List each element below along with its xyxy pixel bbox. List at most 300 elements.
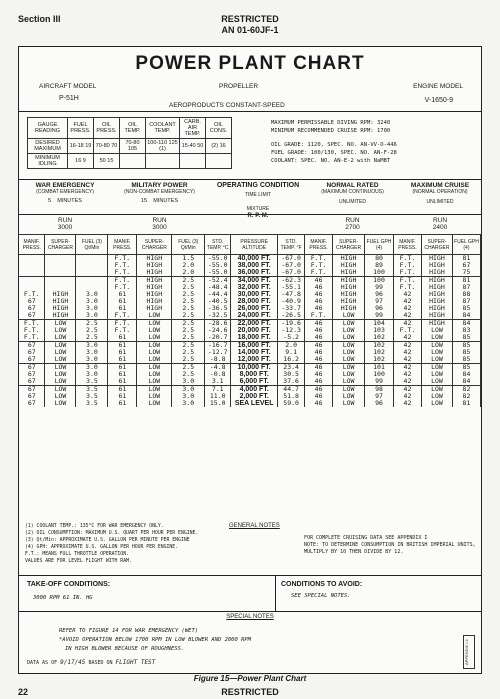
table-cell: LOW (421, 371, 452, 378)
table-cell: 81 (452, 400, 480, 407)
data-date: 9/17/45 (60, 659, 86, 666)
table-cell: 46 (305, 349, 333, 356)
table-cell: 85 (452, 349, 480, 356)
table-cell: LOW (45, 400, 76, 407)
table-cell: -48.4 (205, 284, 231, 291)
gauge-cell: 100-110 125 (1) (147, 140, 178, 152)
min-rpm: MINIMUM RECOMMENDED CRUISE RPM: 1700 (271, 128, 391, 134)
table-cell: HIGH (421, 305, 452, 312)
restricted-top: RESTRICTED (221, 14, 279, 24)
divider (19, 214, 481, 215)
normal-rpm-value: 2700 (345, 224, 360, 231)
table-cell: F.T. (393, 284, 421, 291)
table-cell: 87 (452, 284, 480, 291)
table-cell: 67 (19, 400, 45, 407)
column-header: FUEL (3) Qt/Min (172, 235, 205, 255)
table-cell: 42 (393, 349, 421, 356)
header-restricted (18, 14, 482, 36)
table-cell: 61 (108, 356, 137, 364)
side-stamp: APPENDIX I-1 (463, 635, 475, 669)
column-header: FUEL GPH (4) (365, 235, 394, 255)
war-sub: (COMBAT EMERGENCY) (36, 189, 94, 195)
restricted-bottom: RESTRICTED (221, 687, 279, 697)
table-cell: HIGH (137, 262, 172, 269)
table-cell: 2.5 (172, 364, 205, 372)
column-header: STD. TEMP. °F (278, 235, 305, 255)
table-cell: -12.7 (205, 349, 231, 356)
figure-caption: Figure 15—Power Plant Chart (193, 674, 307, 683)
table-cell: LOW (137, 312, 172, 320)
table-cell: -20.7 (205, 334, 231, 342)
table-cell: -0.8 (205, 371, 231, 378)
table-cell: 2.5 (172, 277, 205, 285)
table-cell: HIGH (421, 312, 452, 320)
table-cell: 46 (305, 327, 333, 334)
table-cell: HIGH (333, 298, 365, 305)
fuel-grade: FUEL GRADE: 100/130, SPEC. NO. AN-F-28 (271, 150, 397, 156)
table-cell: 10,000 FT. (231, 364, 278, 372)
table-cell: 2.5 (172, 298, 205, 305)
column-header: PRESSURE ALTITUDE (231, 235, 278, 255)
table-cell: 46 (305, 393, 333, 400)
table-cell: 14,000 FT. (231, 349, 278, 356)
table-cell: HIGH (137, 305, 172, 312)
table-cell: LOW (45, 342, 76, 350)
table-cell: 37.6 (278, 378, 305, 386)
aircraft-model-label: AIRCRAFT MODEL (39, 83, 97, 90)
table-cell: 3.0 (172, 393, 205, 400)
table-cell: LOW (333, 356, 365, 364)
special-notes-label: SPECIAL NOTES (226, 614, 274, 620)
table-cell: LOW (137, 400, 172, 407)
table-cell (19, 255, 45, 263)
table-cell: LOW (45, 371, 76, 378)
table-cell: 3.0 (76, 291, 108, 298)
table-cell: LOW (333, 334, 365, 342)
table-cell: -55.0 (205, 269, 231, 277)
table-cell: 30,000 FT. (231, 291, 278, 298)
table-cell: HIGH (137, 255, 172, 263)
table-cell: HIGH (333, 277, 365, 285)
table-cell: 46 (305, 298, 333, 305)
table-cell: -62.3 (278, 277, 305, 285)
table-cell: HIGH (137, 269, 172, 277)
gauge-cell (206, 154, 232, 169)
table-cell: LOW (421, 378, 452, 386)
table-cell: 96 (365, 291, 394, 298)
footnote: (3) Qt/Min: APPROXIMATE U.S. GALLON PER MINUTE PER ENGINE (25, 538, 190, 543)
table-cell: 100 (365, 371, 394, 378)
table-cell: HIGH (45, 291, 76, 298)
table-cell: LOW (45, 320, 76, 328)
table-cell: LOW (421, 342, 452, 350)
table-cell: F.T. (108, 320, 137, 328)
table-cell: HIGH (333, 284, 365, 291)
table-cell: F.T. (19, 320, 45, 328)
cruise-rpm-value: 2400 (432, 224, 448, 231)
table-cell: F.T. (393, 269, 421, 277)
rpm-label: R. P. M. (247, 213, 269, 219)
war-rpm-value: 3000 (57, 224, 73, 231)
table-cell: 2.5 (172, 291, 205, 298)
table-cell: 38,000 FT. (231, 262, 278, 269)
table-cell: F.T. (393, 262, 421, 269)
footnote: (1) COOLANT TEMP.: 135°C FOR WAR EMERGENCY ONLY. (25, 524, 164, 529)
military-rpm (111, 217, 208, 231)
table-cell: 46 (305, 320, 333, 328)
cruise-sub: (NORMAL OPERATION) (412, 189, 468, 195)
table-cell: HIGH (137, 291, 172, 298)
table-cell: LOW (45, 327, 76, 334)
table-cell: -24.6 (205, 327, 231, 334)
table-cell: HIGH (333, 269, 365, 277)
table-cell: 96 (365, 305, 394, 312)
gauge-cell: 50 15 (94, 154, 120, 169)
gauge-row (28, 154, 232, 169)
table-cell: HIGH (333, 291, 365, 298)
doc-number: AN 01-60JF-1 (221, 25, 279, 35)
table-cell: 46 (305, 334, 333, 342)
table-cell: 2.5 (172, 371, 205, 378)
table-cell: 42 (393, 356, 421, 364)
table-cell: 42 (393, 371, 421, 378)
table-cell: HIGH (421, 269, 452, 277)
divider (275, 575, 276, 611)
table-cell: F.T. (19, 291, 45, 298)
table-cell: 2.0 (172, 262, 205, 269)
gauge-cell (120, 154, 146, 169)
column-header: FUEL GPH (4) (452, 235, 480, 255)
table-cell: 46 (305, 356, 333, 364)
max-cruise-header (397, 182, 483, 205)
table-cell: F.T. (108, 312, 137, 320)
table-cell: 46 (305, 284, 333, 291)
column-header: MANIF. PRESS. (305, 235, 333, 255)
normal-sub: (MAXIMUM CONTINUOUS) (321, 189, 384, 195)
military-minutes: 15 (141, 198, 148, 204)
table-cell: F.T. (108, 284, 137, 291)
military-title: MILITARY POWER (131, 182, 188, 189)
table-cell: -44.4 (205, 291, 231, 298)
table-cell: F.T. (19, 334, 45, 342)
table-cell: 67 (19, 371, 45, 378)
table-cell: 28,000 FT. (231, 298, 278, 305)
table-cell: 46 (305, 342, 333, 350)
table-cell: 61 (108, 298, 137, 305)
table-cell: HIGH (45, 305, 76, 312)
table-cell: -36.5 (205, 305, 231, 312)
data-body (19, 255, 481, 408)
table-cell: 75 (452, 269, 480, 277)
table-cell: -4.8 (205, 364, 231, 372)
table-cell: 42 (393, 386, 421, 394)
table-cell (45, 269, 76, 277)
column-header: SUPER-CHARGER (137, 235, 172, 255)
table-cell: LOW (421, 400, 452, 407)
table-cell: 67 (19, 364, 45, 372)
table-cell: LOW (333, 364, 365, 372)
table-cell: 2.5 (172, 320, 205, 328)
table-cell: 42 (393, 312, 421, 320)
table-cell: 82 (452, 393, 480, 400)
table-cell: F.T. (393, 277, 421, 285)
table-cell: 46 (305, 371, 333, 378)
table-cell: F.T. (305, 255, 333, 263)
table-cell: -55.0 (205, 255, 231, 263)
table-cell: LOW (45, 386, 76, 394)
table-cell: LOW (333, 320, 365, 328)
table-cell: 61 (108, 378, 137, 386)
section-label: Section III (18, 14, 61, 24)
table-cell: LOW (421, 364, 452, 372)
table-cell: F.T. (19, 327, 45, 334)
normal-title: NORMAL RATED (326, 182, 379, 189)
gauge-header: COOLANT TEMP. (146, 118, 180, 139)
table-cell: 102 (365, 342, 394, 350)
table-cell: LOW (137, 320, 172, 328)
table-cell: 2.0 (172, 269, 205, 277)
table-cell: LOW (421, 386, 452, 394)
table-cell: -40.5 (205, 298, 231, 305)
table-cell: 61 (108, 305, 137, 312)
table-cell: 102 (365, 356, 394, 364)
table-cell: 3.5 (76, 378, 108, 386)
table-cell: 44.7 (278, 386, 305, 394)
propeller-value: AEROPRODUCTS CONSTANT-SPEED (169, 102, 285, 109)
column-header: SUPER-CHARGER (45, 235, 76, 255)
table-cell: LOW (45, 393, 76, 400)
table-cell: 100 (365, 269, 394, 277)
gauge-cell: 16-18 19 (68, 139, 94, 154)
table-cell: LOW (137, 334, 172, 342)
column-header: STD. TEMP. °C (205, 235, 231, 255)
table-cell: LOW (137, 393, 172, 400)
run-label: RUN (57, 217, 73, 224)
table-cell: 30.5 (278, 371, 305, 378)
table-cell: 88 (452, 291, 480, 298)
table-cell: LOW (45, 356, 76, 364)
table-cell: 82 (452, 386, 480, 394)
table-cell: HIGH (333, 255, 365, 263)
table-cell: LOW (45, 334, 76, 342)
based-on: BASED ON (88, 660, 113, 666)
cruise-rpm (397, 217, 483, 231)
table-cell: 98 (365, 386, 394, 394)
table-cell: 61 (108, 342, 137, 350)
table-cell: 23.4 (278, 364, 305, 372)
gauge-cell: MINIMUM IDLING (28, 154, 68, 169)
table-cell: 102 (365, 334, 394, 342)
data-source: FLIGHT TEST (115, 659, 156, 666)
gauge-cell: 70-80 70 (94, 139, 120, 154)
table-cell: 2.5 (172, 312, 205, 320)
engine-model-label: ENGINE MODEL (413, 83, 463, 90)
table-cell: -55.1 (278, 284, 305, 291)
table-cell (76, 277, 108, 285)
table-cell: 102 (365, 349, 394, 356)
table-cell: 16,000 FT. (231, 342, 278, 350)
table-cell: 51.8 (278, 393, 305, 400)
footnote: (4) GPH: APPROXIMATE U.S. GALLON PER HOUR PER ENGINE. (25, 545, 179, 550)
table-cell (76, 262, 108, 269)
table-cell: 97 (365, 298, 394, 305)
table-cell: LOW (333, 371, 365, 378)
run-label: RUN (345, 217, 360, 224)
gauge-cell (146, 154, 180, 169)
table-cell: LOW (45, 364, 76, 372)
table-cell: LOW (137, 378, 172, 386)
table-cell: 103 (365, 327, 394, 334)
table-cell: 42 (393, 320, 421, 328)
normal-rpm (308, 217, 397, 231)
divider (19, 575, 481, 576)
table-cell: 67 (19, 393, 45, 400)
table-cell: LOW (137, 327, 172, 334)
table-cell: 2.5 (76, 327, 108, 334)
table-cell: 59.0 (278, 400, 305, 407)
table-cell (19, 262, 45, 269)
table-cell: 61 (108, 371, 137, 378)
table-cell: LOW (333, 378, 365, 386)
table-cell: 2.5 (76, 320, 108, 328)
table-cell: 3.1 (205, 378, 231, 386)
general-notes (304, 535, 476, 556)
military-sub: (NON-COMBAT EMERGENCY) (124, 189, 195, 195)
table-cell: 3.0 (76, 349, 108, 356)
table-cell: LOW (421, 334, 452, 342)
table-cell: 4,000 FT. (231, 386, 278, 394)
column-header: SUPER-CHARGER (333, 235, 365, 255)
table-cell: 61 (108, 400, 137, 407)
war-emergency-header (19, 182, 111, 204)
takeoff-value: 3000 RPM 61 IN. HG (33, 595, 93, 601)
appendix-ref: FOR COMPLETE CRUISING DATA SEE APPENDIX I (304, 535, 428, 541)
table-cell: 85 (452, 334, 480, 342)
table-cell: 67 (19, 349, 45, 356)
table-cell: 7.1 (205, 386, 231, 394)
power-data-table (19, 234, 481, 407)
table-cell: 2,000 FT. (231, 393, 278, 400)
table-cell: 1.5 (172, 255, 205, 263)
table-cell: 99 (365, 312, 394, 320)
table-cell: HIGH (333, 262, 365, 269)
table-cell: F.T. (108, 277, 137, 285)
table-cell: 18,000 FT. (231, 334, 278, 342)
table-cell: HIGH (45, 298, 76, 305)
table-cell: F.T. (108, 262, 137, 269)
divider (19, 179, 481, 180)
gauge-cell: 16 9 (68, 154, 94, 169)
table-cell: HIGH (421, 291, 452, 298)
run-label: RUN (152, 217, 167, 224)
war-rpm (19, 217, 111, 231)
table-cell: 2.5 (172, 356, 205, 364)
gauge-cell: (2) 16 (206, 139, 232, 154)
table-cell: LOW (45, 378, 76, 386)
footnotes (25, 523, 235, 565)
table-cell: 85 (452, 364, 480, 372)
table-cell: 67 (452, 262, 480, 269)
table-cell: F.T. (108, 327, 137, 334)
table-cell: HIGH (333, 305, 365, 312)
coolant: COOLANT: SPEC. NO. AN-E-2 with NaMBT (271, 158, 391, 164)
table-cell: -32.5 (205, 312, 231, 320)
table-cell: 89 (365, 262, 394, 269)
table-cell: LOW (421, 327, 452, 334)
table-cell: 42 (393, 334, 421, 342)
table-cell: LOW (421, 356, 452, 364)
table-cell: 84 (452, 371, 480, 378)
table-cell: LOW (137, 371, 172, 378)
table-cell: 46 (305, 400, 333, 407)
table-cell: 26,000 FT. (231, 305, 278, 312)
table-cell: 67 (19, 312, 45, 320)
table-cell: LOW (421, 349, 452, 356)
table-cell: 15.0 (205, 400, 231, 407)
table-cell: LOW (333, 349, 365, 356)
column-header: MANIF. PRESS. (19, 235, 45, 255)
special-notes (59, 627, 439, 654)
table-cell: 20,000 FT. (231, 327, 278, 334)
table-cell: 61 (108, 291, 137, 298)
table-cell: F.T. (393, 327, 421, 334)
table-cell: HIGH (421, 284, 452, 291)
table-cell: 100 (365, 277, 394, 285)
table-cell: LOW (333, 393, 365, 400)
special-note: IN HIGH BLOWER BECAUSE OF ROUGHNESS. (65, 646, 185, 652)
table-cell: 3.0 (76, 371, 108, 378)
table-cell: 46 (305, 386, 333, 394)
table-cell: LOW (333, 342, 365, 350)
table-cell: F.T. (108, 269, 137, 277)
table-cell: 32,000 FT. (231, 284, 278, 291)
table-cell: 42 (393, 400, 421, 407)
minutes-label: MINUTES (153, 198, 178, 204)
table-cell: 3.0 (76, 356, 108, 364)
footnote: VALUES ARE FOR LEVEL FLIGHT WITH RAM. (25, 559, 132, 564)
takeoff-label: TAKE-OFF CONDITIONS: (27, 581, 111, 588)
gauge-header: OIL CONS. (206, 118, 232, 139)
war-title: WAR EMERGENCY (35, 182, 95, 189)
table-cell: 3.0 (172, 386, 205, 394)
table-cell: F.T. (108, 255, 137, 263)
normal-rated-header (308, 182, 397, 205)
table-cell: 83 (452, 327, 480, 334)
gauge-cell: 70-80 105 (120, 139, 146, 154)
table-cell: HIGH (421, 277, 452, 285)
table-cell: 67 (19, 356, 45, 364)
table-cell: HIGH (137, 277, 172, 285)
table-cell: 3.0 (76, 364, 108, 372)
table-cell: 97 (365, 393, 394, 400)
general-notes-label: GENERAL NOTES (229, 523, 280, 529)
gauge-header: OIL TEMP. (120, 118, 146, 139)
table-cell: 2.5 (172, 327, 205, 334)
table-cell: -40.9 (278, 298, 305, 305)
power-plant-chart (18, 46, 482, 674)
table-cell: 61 (108, 349, 137, 356)
table-cell: HIGH (421, 262, 452, 269)
operating-title: OPERATING CONDITION (216, 182, 300, 189)
table-cell: -16.7 (205, 342, 231, 350)
table-cell: 3.0 (76, 305, 108, 312)
table-cell: 12,000 FT. (231, 356, 278, 364)
table-cell: -26.5 (278, 312, 305, 320)
rpm-grade-info (271, 119, 476, 165)
divider (19, 111, 481, 112)
gauge-table (27, 117, 232, 169)
gauge-header: FUEL PRESS. (68, 118, 94, 139)
